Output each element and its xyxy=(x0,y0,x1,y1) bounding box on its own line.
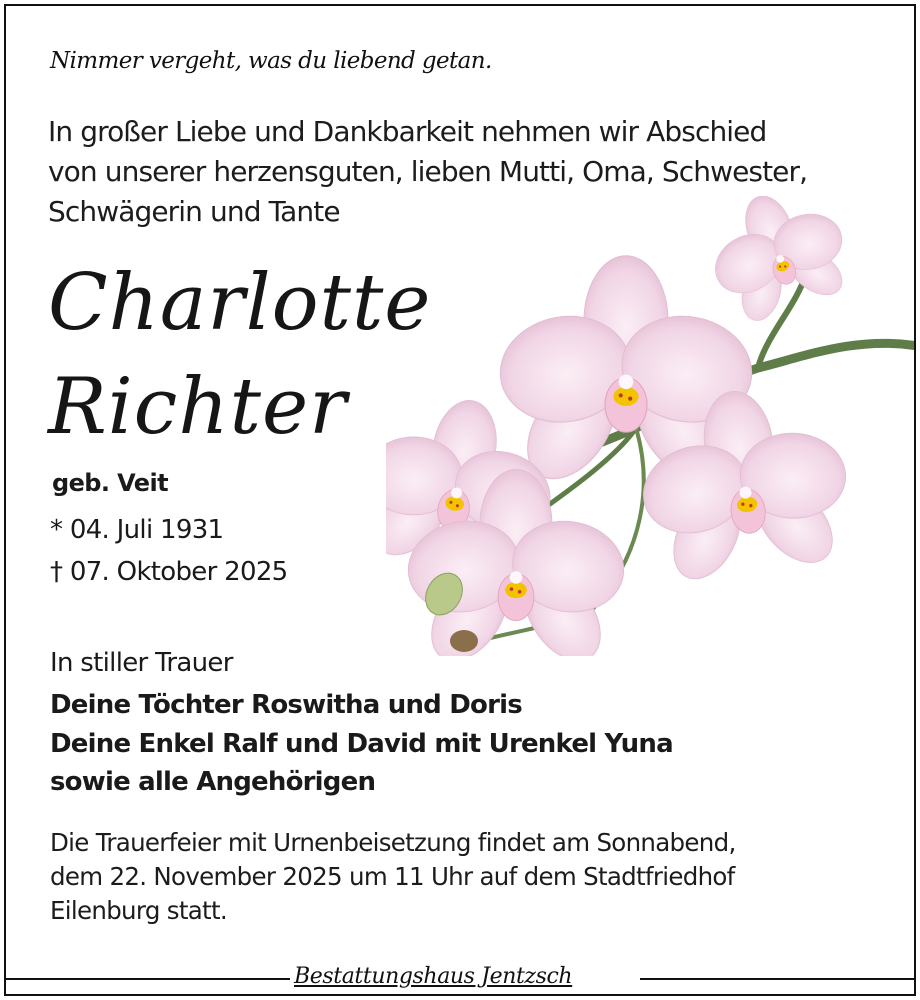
mourners-list xyxy=(50,686,673,802)
footer-divider-right xyxy=(640,978,916,980)
notice-line: dem 22. November 2025 um 11 Uhr auf dem Stadtfriedhof xyxy=(50,862,735,891)
motto: Nimmer vergeht, was du liebend getan. xyxy=(50,48,492,74)
mourner-line: sowie alle Angehörigen xyxy=(50,767,376,797)
mourning-heading: In stiller Trauer xyxy=(50,648,233,678)
last-name: Richter xyxy=(48,362,348,452)
notice-line: Die Trauerfeier mit Urnenbeisetzung findet am Sonnabend, xyxy=(50,828,736,857)
birth-date: * 04. Juli 1931 xyxy=(50,515,224,545)
mourner-line: Deine Töchter Roswitha und Doris xyxy=(50,690,522,720)
funeral-notice xyxy=(50,826,736,928)
intro-line: von unserer herzensguten, lieben Mutti, Oma, Schwester, xyxy=(48,155,808,188)
first-name: Charlotte xyxy=(48,258,432,348)
death-date: † 07. Oktober 2025 xyxy=(50,557,288,587)
notice-line: Eilenburg statt. xyxy=(50,896,227,925)
intro-line: In großer Liebe und Dankbarkeit nehmen wir Abschied xyxy=(48,115,767,148)
undertaker-name: Bestattungshaus Jentzsch xyxy=(294,964,573,989)
intro-line: Schwägerin und Tante xyxy=(48,195,340,228)
footer-divider-left xyxy=(6,978,290,980)
mourner-line: Deine Enkel Ralf und David mit Urenkel Yuna xyxy=(50,728,673,759)
maiden-name: geb. Veit xyxy=(52,469,168,497)
obituary-card xyxy=(4,4,916,996)
orchid-branch-icon xyxy=(386,196,916,656)
